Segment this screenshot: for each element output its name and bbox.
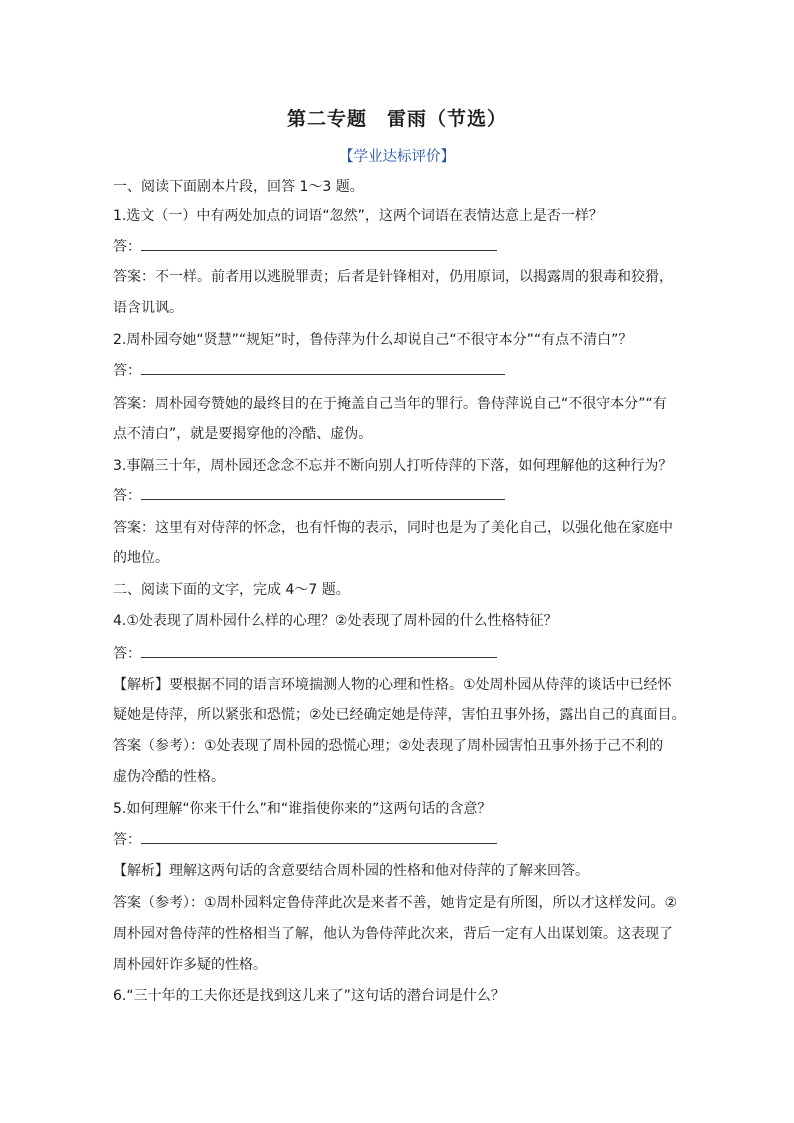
answer-line-4 (113, 645, 497, 663)
answer-4-line-2: 虚伪冷酷的性格。 (113, 769, 225, 785)
question-2: 2.周朴园夸她“贤慧”“规矩”时，鲁侍萍为什么却说自己“不很守本分”“有点不清白”？ (113, 332, 633, 348)
answer-3-line-2: 的地位。 (113, 550, 169, 566)
answer-line-1 (113, 238, 497, 256)
answer-1-line-2: 语含讥讽。 (113, 300, 183, 316)
answer-1-line-1: 答案：不一样。前者用以逃脱罪责；后者是针锋相对，仍用原词，以揭露周的狠毒和狡猾， (113, 269, 673, 285)
answer-label: 答： (113, 363, 141, 379)
answer-2-line-1: 答案：周朴园夸赞她的最终目的在于掩盖自己当年的罪行。鲁侍萍说自己“不很守本分”“有 (113, 396, 667, 412)
section-heading-1: 一、阅读下面剧本片段，回答 1～3 题。 (113, 179, 364, 195)
answer-label: 答： (113, 488, 141, 504)
section-subtitle: 【学业达标评价】 (339, 149, 455, 165)
answer-blank[interactable] (141, 833, 497, 844)
answer-line-5 (113, 831, 497, 849)
question-1: 1.选文（一）中有两处加点的词语“忽然”，这两个词语在表情达意上是否一样？ (113, 208, 603, 224)
answer-5-line-3: 周朴园奸诈多疑的性格。 (113, 957, 267, 973)
question-3: 3.事隔三十年，周朴园还念念不忘并不断向别人打听侍萍的下落，如何理解他的这种行为？ (113, 458, 673, 474)
answer-4-line-1: 答案（参考）：①处表现了周朴园的恐慌心理；②处表现了周朴园害怕丑事外扬于己不利的 (113, 738, 664, 754)
answer-label: 答： (113, 239, 141, 255)
answer-3-line-1: 答案：这里有对侍萍的怀念，也有忏悔的表示，同时也是为了美化自己，以强化他在家庭中 (113, 520, 673, 536)
question-4: 4.①处表现了周朴园什么样的心理？②处表现了周朴园的什么性格特征？ (113, 613, 558, 629)
section-heading-2: 二、阅读下面的文字，完成 4～7 题。 (113, 582, 350, 598)
analysis-4-line-2: 疑她是侍萍，所以紧张和恐慌；②处已经确定她是侍萍，害怕丑事外扬，露出自己的真面目。 (113, 707, 686, 723)
answer-label: 答： (113, 646, 141, 662)
answer-blank[interactable] (141, 240, 497, 251)
answer-line-2 (113, 362, 505, 380)
answer-2-line-2: 点不清白”，就是要揭穿他的冷酷、虚伪。 (113, 426, 373, 442)
analysis-4-line-1: 【解析】要根据不同的语言环境揣测人物的心理和性格。①处周朴园从侍萍的谈话中已经怀 (113, 677, 672, 693)
answer-5-line-1: 答案（参考）：①周朴园料定鲁侍萍此次是来者不善，她肯定是有所图，所以才这样发问。② (113, 895, 678, 911)
analysis-5-line-1: 【解析】理解这两句话的含意要结合周朴园的性格和他对侍萍的了解来回答。 (113, 863, 589, 879)
answer-blank[interactable] (141, 489, 505, 500)
answer-5-line-2: 周朴园对鲁侍萍的性格相当了解，他认为鲁侍萍此次来，背后一定有人出谋划策。这表现了 (113, 926, 673, 942)
answer-blank[interactable] (141, 364, 505, 375)
page-title: 第二专题 雷雨（节选） (286, 108, 507, 130)
answer-line-3 (113, 487, 505, 505)
answer-blank[interactable] (141, 647, 497, 658)
question-5: 5.如何理解“你来干什么”和“谁指使你来的”这两句话的含意？ (113, 801, 492, 817)
answer-label: 答： (113, 832, 141, 848)
question-6: 6.“三十年的工夫你还是找到这儿来了”这句话的潜台词是什么？ (113, 988, 505, 1004)
